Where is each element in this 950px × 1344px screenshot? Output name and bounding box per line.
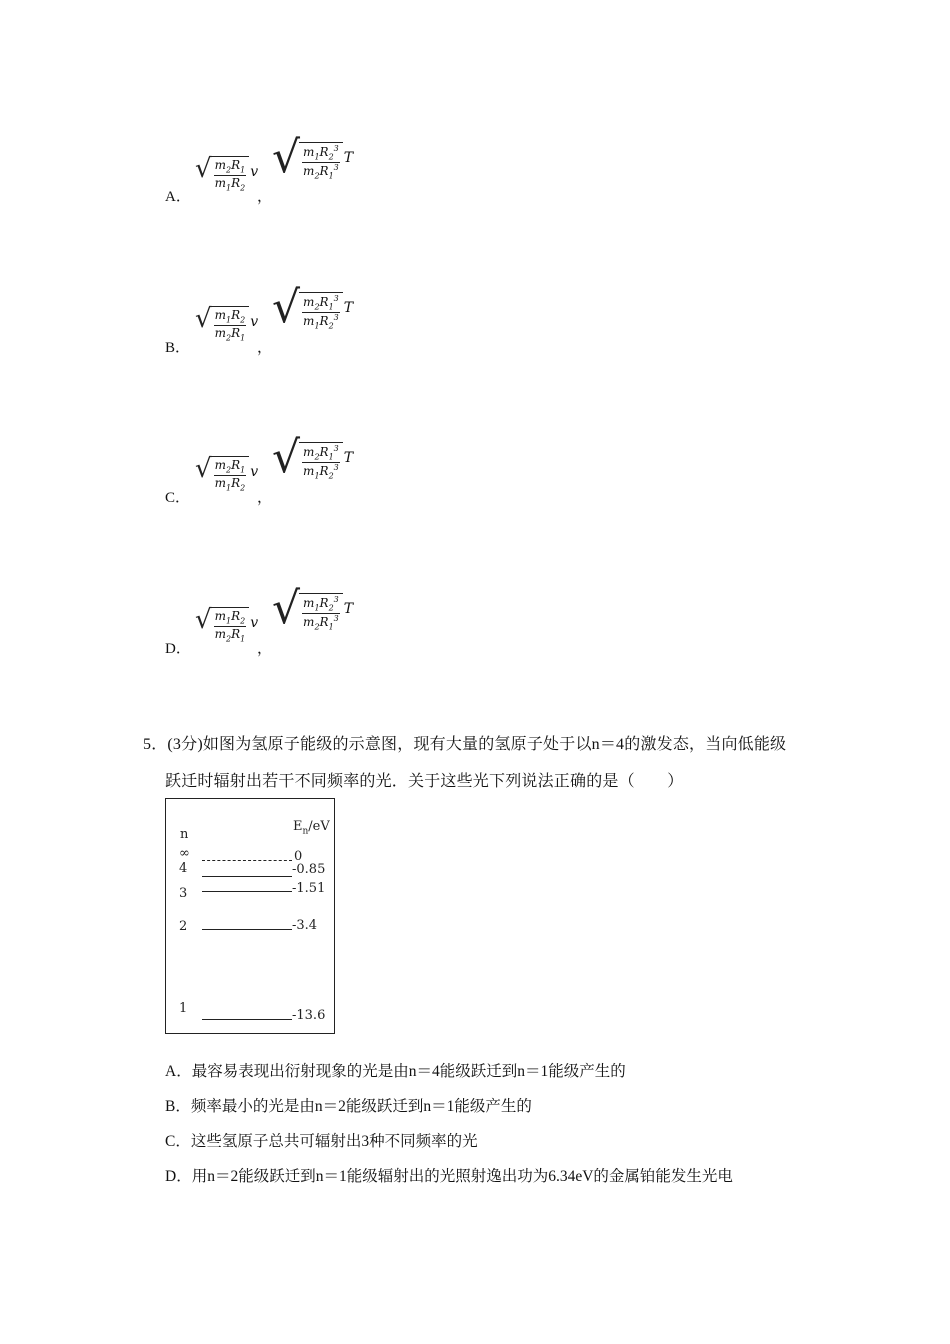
level-n-infinity: ∞ xyxy=(179,846,190,861)
level-energy-infinity: 0 xyxy=(294,849,303,864)
option-d-period-formula: √ $\frac{m_1R_2^3}{m_2R_1^3}$ T xyxy=(272,583,354,634)
option-a-letter: A． xyxy=(165,189,191,205)
question-5-line-2: 跃迁时辐射出若干不同频率的光．关于这些光下列说法正确的是（ ） xyxy=(165,773,684,790)
energy-level-diagram xyxy=(165,798,335,1034)
answer-a[interactable]: A．最容易表现出衍射现象的光是由n＝4能级跃迁到n＝1能级产生的 xyxy=(165,1063,626,1080)
option-c-period-formula: √ $\frac{m_2R_1^3}{m_1R_2^3}$ T xyxy=(272,432,354,483)
level-line-1 xyxy=(202,1019,292,1020)
option-a-velocity-formula: √ $\frac{m_2R_1}{m_1R_2}$ v xyxy=(195,154,259,193)
option-b-period-formula: √ $\frac{m_2R_1^3}{m_1R_2^3}$ T xyxy=(272,282,354,333)
level-energy-2: -3.4 xyxy=(292,918,318,933)
question-5-line-1: 5．(3分)如图为氢原子能级的示意图，现有大量的氢原子处于以n＝4的激发态，当向低能级 xyxy=(143,736,787,753)
answer-d[interactable]: D．用n＝2能级跃迁到n＝1能级辐射出的光照射逸出功为6.34eV的金属铂能发生光电 xyxy=(165,1168,733,1185)
level-line-3 xyxy=(202,891,292,892)
option-d-velocity-formula: √ $\frac{m_1R_2}{m_2R_1}$ v xyxy=(195,605,259,644)
level-energy-4: -0.85 xyxy=(292,862,326,877)
option-c-velocity-formula: √ $\frac{m_2R_1}{m_1R_2}$ v xyxy=(195,454,259,493)
level-n-2: 2 xyxy=(179,919,188,934)
level-energy-1: -13.6 xyxy=(292,1008,326,1023)
level-line-4 xyxy=(202,876,292,877)
option-a-period-formula: √ $\frac{m_1R_2^3}{m_2R_1^3}$ T xyxy=(272,132,354,183)
n-axis-label: n xyxy=(180,827,189,842)
answer-c[interactable]: C．这些氢原子总共可辐射出3种不同频率的光 xyxy=(165,1133,478,1150)
level-n-1: 1 xyxy=(179,1001,188,1016)
level-n-4: 4 xyxy=(179,861,188,876)
energy-axis-label: $E_n/eV$ xyxy=(293,819,330,837)
level-n-3: 3 xyxy=(179,886,188,901)
level-line-2 xyxy=(202,929,292,930)
option-b-velocity-formula: √ $\frac{m_1R_2}{m_2R_1}$ v xyxy=(195,304,259,343)
level-energy-3: -1.51 xyxy=(292,881,326,896)
level-line-infinity xyxy=(202,860,292,861)
answer-b[interactable]: B．频率最小的光是由n＝2能级跃迁到n＝1能级产生的 xyxy=(165,1098,532,1115)
